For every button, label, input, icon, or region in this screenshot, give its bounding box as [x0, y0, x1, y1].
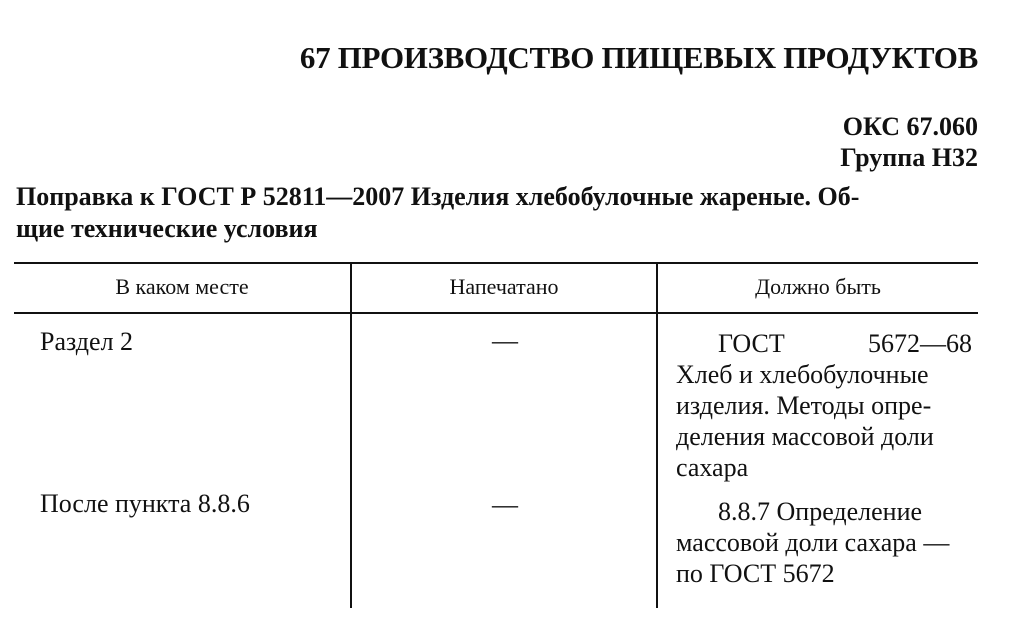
row-should-be — [676, 496, 949, 589]
should-be-heading — [676, 328, 972, 359]
header-printed: Напечатано — [449, 274, 559, 299]
should-be-line: по ГОСТ 5672 — [676, 559, 835, 588]
column-divider-1 — [350, 264, 352, 608]
row-printed: — — [492, 490, 518, 519]
should-be-line: сахара — [676, 453, 749, 482]
row-printed: — — [492, 326, 518, 355]
row-place: После пункта 8.8.6 — [40, 489, 250, 518]
should-be-line: деления массовой доли — [676, 422, 934, 451]
header-should-be: Должно быть — [755, 274, 881, 299]
group-code: Группа Н32 — [840, 143, 978, 172]
column-divider-2 — [656, 264, 658, 608]
should-be-heading-gost: ГОСТ — [718, 329, 785, 358]
table-top-border — [14, 262, 978, 264]
oks-code: ОКС 67.060 — [842, 112, 978, 141]
should-be-line: массовой доли сахара — — [676, 528, 950, 557]
row-place: Раздел 2 — [40, 327, 134, 356]
section-title: 67 ПРОИЗВОДСТВО ПИЩЕВЫХ ПРОДУКТОВ — [299, 40, 978, 75]
document-title-line-2: щие технические условия — [16, 214, 318, 243]
document-title-line-1: Поправка к ГОСТ Р 52811—2007 Изделия хлебобулочные жареные. Об- — [16, 182, 860, 211]
header-place: В каком месте — [115, 274, 249, 299]
should-be-line: изделия. Методы опре- — [676, 391, 932, 420]
should-be-line: 8.8.7 Определение — [718, 497, 923, 526]
corrections-table — [14, 262, 978, 608]
row-should-be — [676, 328, 972, 483]
should-be-line: Хлеб и хлебобулочные — [676, 360, 929, 389]
table-header-divider — [14, 312, 978, 314]
should-be-heading-number: 5672—68 — [868, 329, 972, 358]
document-title — [16, 181, 976, 245]
